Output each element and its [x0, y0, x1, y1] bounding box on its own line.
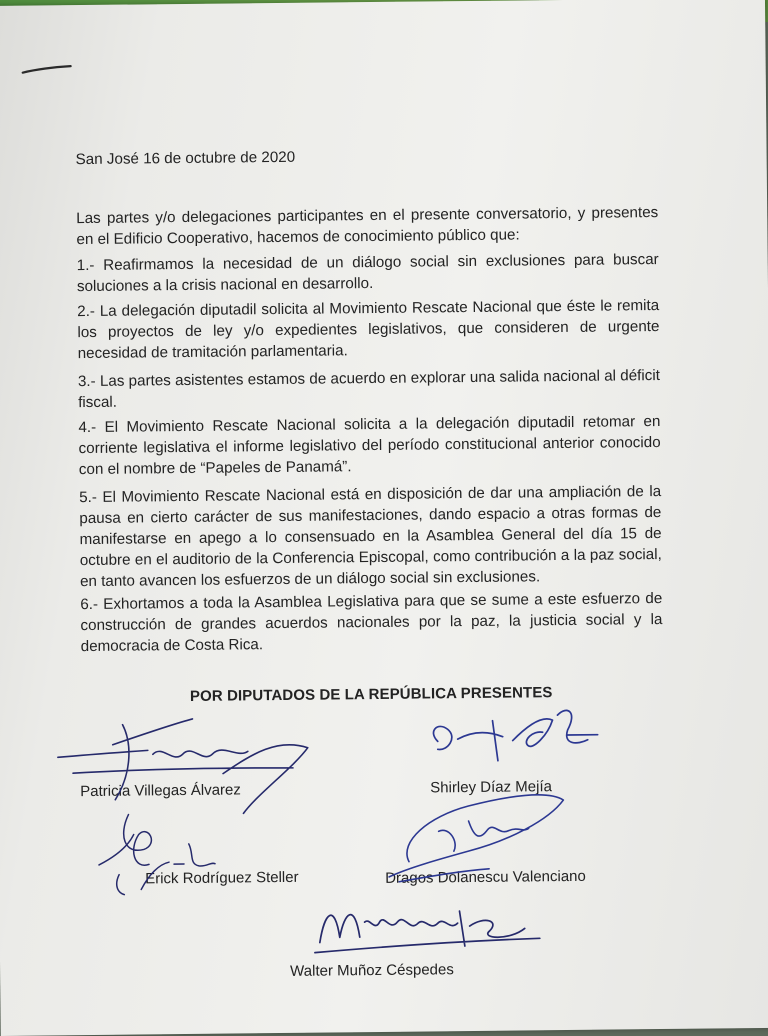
signatory-name: Dragos Dolanescu Valenciano [385, 867, 586, 887]
signatory-name: Shirley Díaz Mejía [430, 778, 553, 797]
point-5: 5.- El Movimiento Rescate Nacional está en disposición de dar una ampliación de la pausa en cierto carácter de sus manifestaciones, dando espacio a otras formas de manifestarse en apego a lo consensuado en la Asamblea General del día 15 de octubre en el auditorio de la Conferencia Episcopal, como contribución a la paz social, en tanto avancen los esfuerzos de un diálogo social sin exclusiones. [79, 482, 662, 591]
point-6: 6.- Exhortamos a toda la Asamblea Legislativa para que se sume a este esfuerzo de construcción de grandes acuerdos nacionales por la paz, la justicia social y la democracia de Costa Rica. [80, 589, 663, 656]
signature-dolanescu [368, 780, 589, 892]
signatory-name: Walter Muñoz Céspedes [290, 961, 454, 980]
pen-mark [21, 63, 73, 76]
date-line: San José 16 de octubre de 2020 [75, 148, 296, 169]
point-4: 4.- El Movimiento Rescate Nacional solicita a la delegación diputadil retomar en corriente legislativa el informe legislativo del período constitucional anterior conocido con el nombre de “Papeles de Panamá”. [78, 413, 661, 479]
signature-rodriguez [88, 793, 239, 905]
signatory-name: Erick Rodríguez Steller [145, 868, 299, 888]
signatory-name: Patricia Villegas Álvarez [80, 781, 241, 801]
signatures-heading: POR DIPUTADOS DE LA REPÚBLICA PRESENTES [189, 684, 553, 705]
signature-munoz [309, 890, 550, 963]
point-3: 3.- Las partes asistentes estamos de acuerdo en explorar una salida nacional al déficit fiscal. [77, 367, 660, 412]
point-1: 1.- Reafirmamos la necesidad de un diálogo social sin exclusiones para buscar soluciones a la crisis nacional en desarrollo. [76, 251, 659, 296]
intro-paragraph: Las partes y/o delegaciones participantes en el presente conversatorio, y presentes en el Edificio Cooperativo, hacemos de conocimiento público que: [76, 204, 659, 249]
point-2: 2.- La delegación diputadil solicita al Movimiento Rescate Nacional que éste le remita los proyectos de ley y/o expedientes legislativos, que consideren de urgente necesidad de tramitación parlamentaria. [77, 297, 660, 363]
signature-diaz [417, 700, 608, 772]
